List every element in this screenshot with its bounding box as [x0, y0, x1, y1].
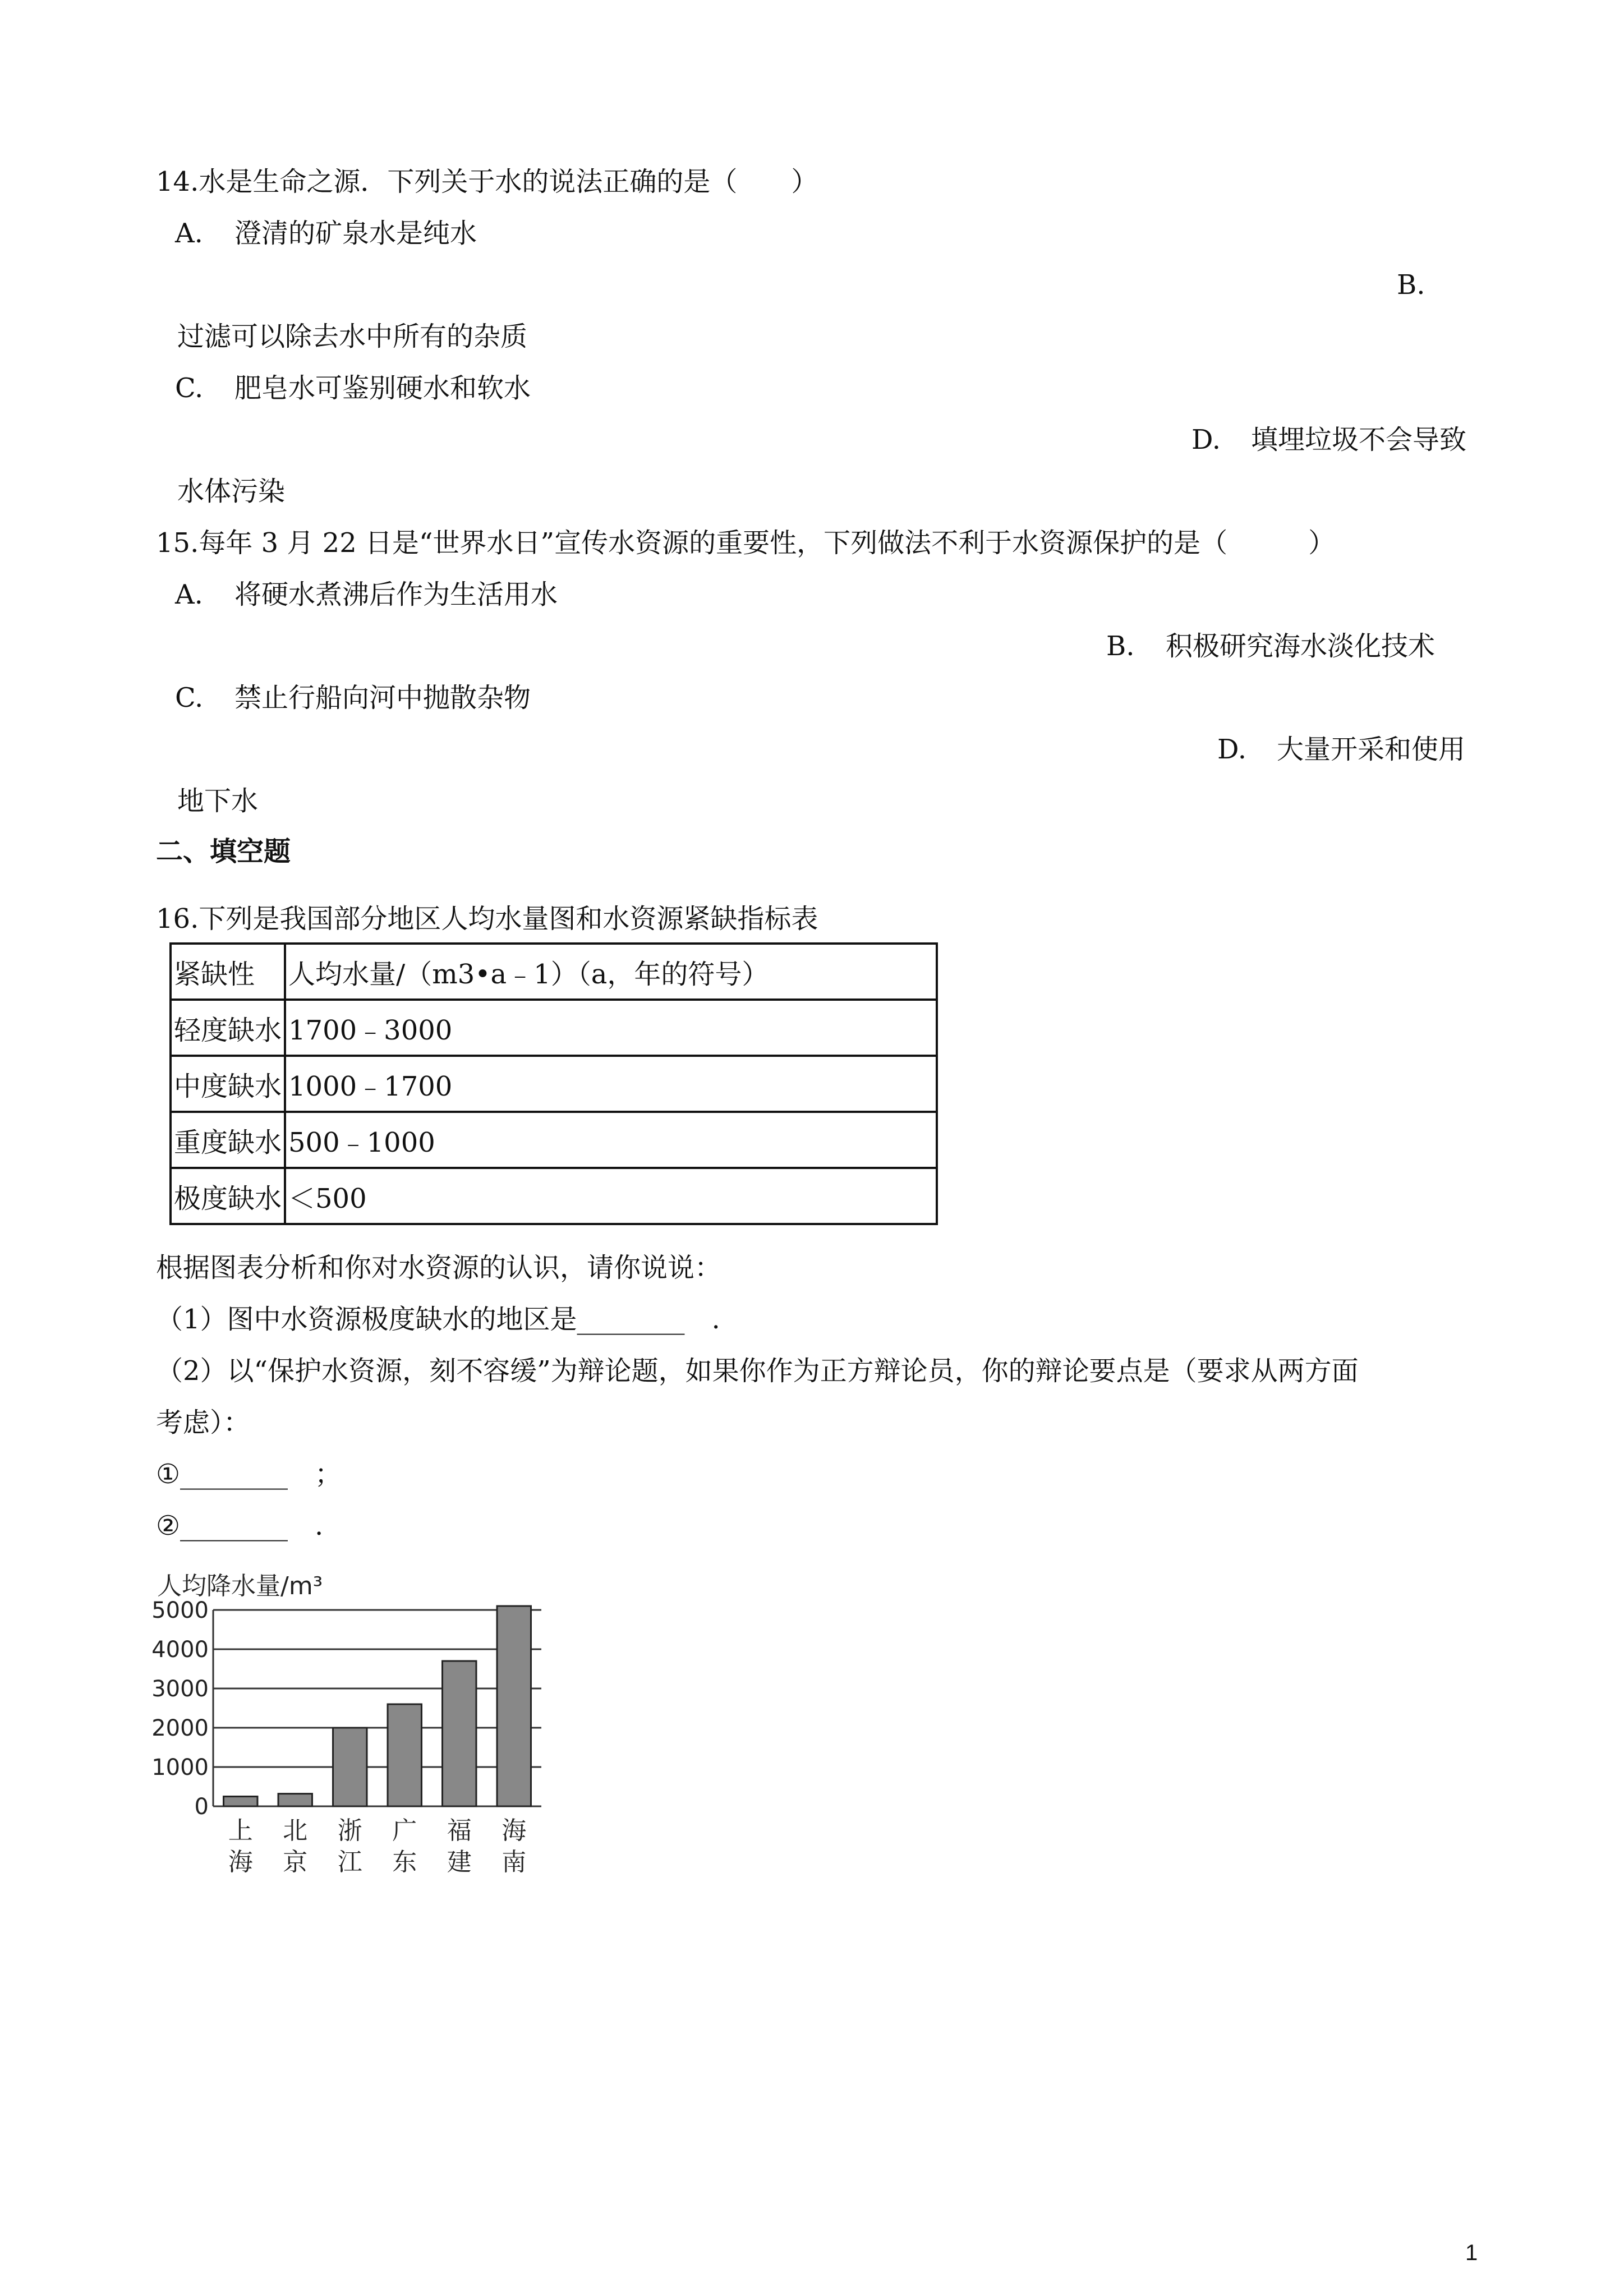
q14-option-b-letter: B. [1397, 269, 1425, 301]
q15-option-d-text-cont: 地下水 [177, 785, 259, 817]
x-tick-label: 京 [283, 1848, 308, 1876]
x-tick-label: 福 [447, 1816, 472, 1845]
q15-option-c-letter: C. [175, 682, 204, 714]
bar [333, 1728, 367, 1806]
table-cell: 500﹣1000 [285, 1112, 937, 1168]
q15-option-d-text: 大量开采和使用 [1277, 734, 1466, 765]
q16-part-2-cont: 考虑）： [156, 1407, 251, 1438]
q16-stem: 16.下列是我国部分地区人均水量图和水资源紧缺指标表 [156, 903, 818, 935]
q16-blank-1: ①________ ； [156, 1458, 342, 1490]
q15-option-d-letter: D. [1217, 734, 1247, 765]
q16-prompt: 根据图表分析和你对水资源的认识，请你说说： [156, 1252, 722, 1283]
q14-option-c-text: 肥皂水可鉴别硬水和软水 [234, 372, 531, 404]
table-cell: 极度缺水 [171, 1168, 285, 1224]
q14-option-a-letter: A. [175, 218, 203, 249]
y-tick-label: 4000 [151, 1637, 209, 1663]
table-cell: 中度缺水 [171, 1056, 285, 1112]
q16-part-2: （2）以“保护水资源，刻不容缓”为辩论题，如果你作为正方辩论员，你的辩论要点是（要求从两方面 [156, 1355, 1359, 1387]
table-cell: 1700﹣3000 [285, 1000, 937, 1056]
x-tick-label: 广 [392, 1816, 417, 1845]
q15-option-b-text: 积极研究海水淡化技术 [1166, 631, 1436, 662]
q14-option-d-letter: D. [1191, 424, 1221, 455]
y-tick-label: 5000 [151, 1598, 209, 1623]
q16-blank-2: ②________ . [156, 1510, 324, 1542]
table-cell: 轻度缺水 [171, 1000, 285, 1056]
q15-option-b-letter: B. [1106, 631, 1135, 662]
table-cell: 1000﹣1700 [285, 1056, 937, 1112]
q15-option-c-text: 禁止行船向河中抛散杂物 [234, 682, 531, 714]
x-tick-label: 建 [447, 1848, 472, 1876]
x-tick-label: 东 [392, 1848, 417, 1876]
y-tick-label: 0 [194, 1794, 209, 1820]
q14-option-c-letter: C. [175, 372, 204, 404]
table-row [171, 1056, 937, 1112]
x-tick-label: 浙 [337, 1816, 362, 1845]
table-cell: 重度缺水 [171, 1112, 285, 1168]
q16-part-1: （1）图中水资源极度缺水的地区是________ . [156, 1304, 720, 1335]
section-title: 二、填空题 [156, 836, 291, 867]
q14-option-a-text: 澄清的矿泉水是纯水 [234, 218, 477, 249]
scarcity-index-table [169, 942, 938, 1225]
bar [278, 1794, 312, 1806]
bar [224, 1797, 257, 1807]
q14-stem: 14.水是生命之源．下列关于水的说法正确的是（ ） [156, 166, 818, 197]
q15-option-a-text: 将硬水煮沸后作为生活用水 [234, 579, 558, 610]
x-tick-label: 江 [337, 1848, 362, 1876]
bar [443, 1661, 476, 1806]
y-tick-label: 3000 [151, 1676, 209, 1702]
table-header-cell: 紧缺性 [171, 944, 285, 1000]
x-tick-label: 海 [502, 1816, 527, 1845]
chart-title: 人均降水量/m³ [157, 1572, 323, 1600]
x-tick-label: 南 [502, 1848, 527, 1876]
y-tick-label: 1000 [151, 1755, 209, 1780]
table-row [171, 1000, 937, 1056]
table-cell: ＜500 [285, 1168, 937, 1224]
y-tick-label: 2000 [151, 1715, 209, 1741]
x-tick-label: 北 [283, 1816, 308, 1845]
q15-option-a-letter: A. [175, 579, 203, 610]
x-tick-label: 海 [228, 1848, 253, 1876]
x-tick-label: 上 [228, 1816, 253, 1845]
table-row [171, 1168, 937, 1224]
precipitation-bar-chart [140, 1565, 578, 1879]
page-number: 1 [1465, 2240, 1478, 2265]
q14-option-b-text: 过滤可以除去水中所有的杂质 [177, 321, 528, 352]
bar [497, 1606, 531, 1806]
q15-stem: 15.每年 3 月 22 日是“世界水日”宣传水资源的重要性，下列做法不利于水资源保护的是（ ） [156, 527, 1336, 559]
q14-option-d-text-cont: 水体污染 [177, 476, 286, 507]
table-header-cell: 人均水量/（m3•a﹣1）（a，年的符号） [285, 944, 937, 1000]
bar [388, 1704, 421, 1806]
table-row [171, 1112, 937, 1168]
table-header-row [171, 944, 937, 1000]
q14-option-d-text: 填埋垃圾不会导致 [1251, 424, 1467, 455]
